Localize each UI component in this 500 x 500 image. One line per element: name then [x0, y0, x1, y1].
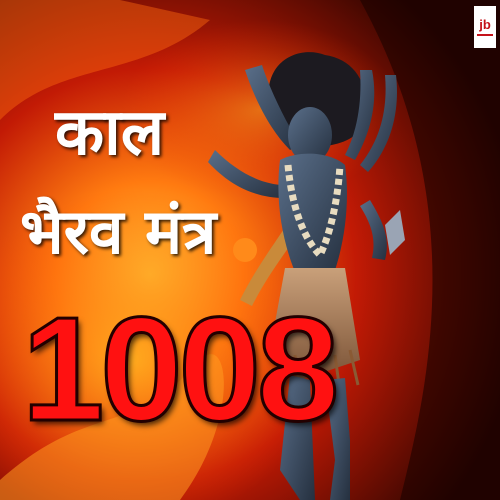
title-line-1: काल — [55, 96, 165, 170]
brand-logo-mark: jb — [479, 17, 491, 32]
brand-logo — [474, 6, 496, 48]
held-orb — [233, 238, 257, 262]
title-line-2: भैरव मंत्र — [20, 195, 217, 268]
chant-count: 1008 — [22, 287, 336, 452]
brand-logo-underline — [477, 34, 493, 36]
